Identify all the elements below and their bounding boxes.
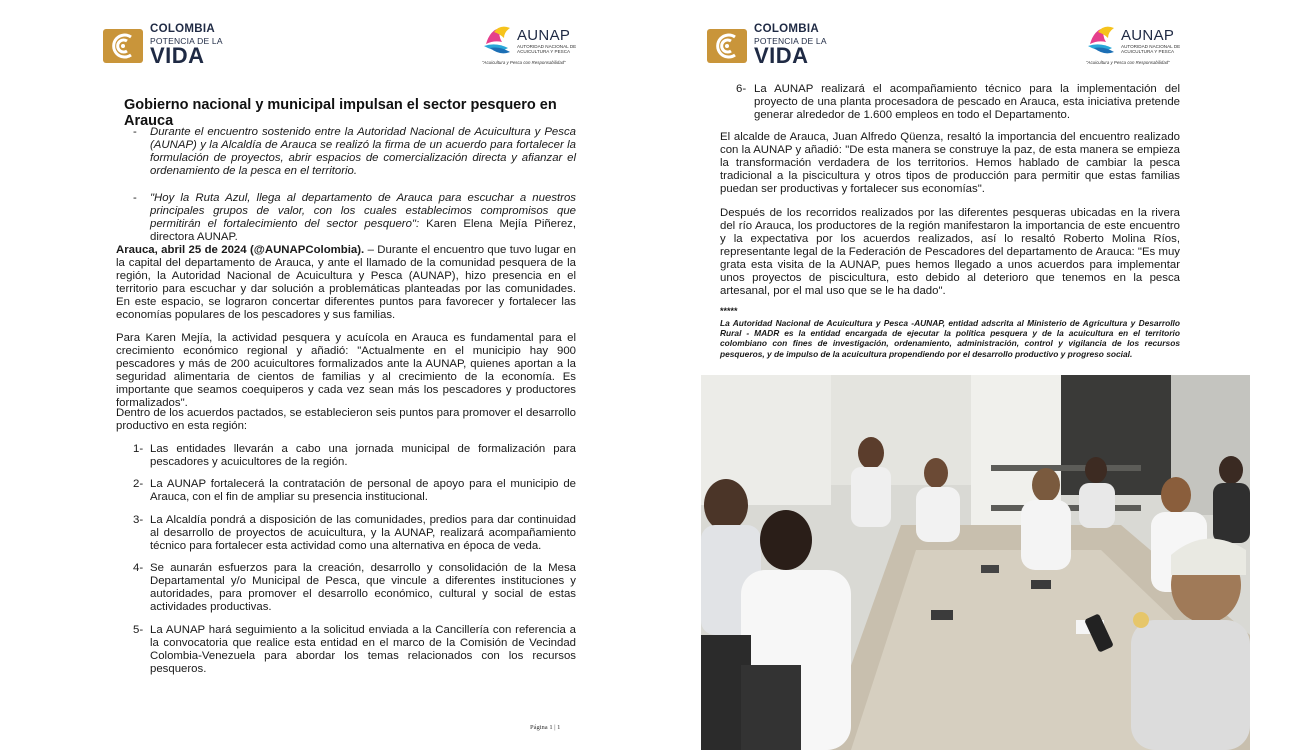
bullet-item [150, 192, 576, 244]
point-number: 3- [133, 514, 144, 526]
page-title: Gobierno nacional y municipal impulsan el sector pesquero en Arauca [124, 97, 557, 129]
point-text: La AUNAP fortalecerá la contratación de personal de apoyo para el municipio de Arauca, con el fin de ampliar su presencia institucional. [150, 478, 576, 503]
logo-text-potencia: POTENCIA DE LA [150, 35, 223, 46]
point-text: Las entidades llevarán a cabo una jornada municipal de formalización para pescadores y acuicultores de la región. [150, 443, 576, 468]
aunap-fish-logo-icon [480, 22, 516, 58]
aunap-fish-logo-icon [1084, 22, 1120, 58]
paragraph-3: Dentro de los acuerdos pactados, se establecieron seis puntos para promover el desarrollo productivo en esta región: [116, 407, 576, 432]
logo-text-potencia: POTENCIA DE LA [754, 35, 827, 46]
paragraph-2: Para Karen Mejía, la actividad pesquera y acuícola en Arauca es fundamental para el crecimiento económico regional y añadió: "Actualmente en el municipio hay 900 pescadores y más de 200 acuicultores formalizados ante la AUNAP, quienes aportan a la seguridad alimentaria de cientos de familias y al crecimiento de la economía. Es importante que seamos coequiperos y cada vez sean más los pescadores y productores formalizados". [116, 332, 576, 409]
point-number: 5- [133, 624, 144, 636]
point-number: 4- [133, 562, 144, 574]
point-text: La AUNAP realizará el acompañamiento técnico para la implementación del proyecto de una planta procesadora de pescado en Arauca, esta iniciativa pretende generar alrededor de 1.600 empleos en todo el Departamento. [754, 83, 1180, 121]
point-text: La Alcaldía pondrá a disposición de las comunidades, predios para dar continuidad al desarrollo de proyectos de acuicultura, y la AUNAP, realizará acompañamiento técnico para fortalecer esta actividad como una alternativa en época de veda. [150, 514, 576, 552]
logo-text-vida: VIDA [754, 43, 809, 68]
colombia-potencia-logo-icon [707, 27, 747, 65]
paragraph-mayor-quote: El alcalde de Arauca, Juan Alfredo Qüenza, resaltó la importancia del encuentro realizado con la AUNAP y añadió: "De esta manera se construye la paz, de esta manera se empieza la transformación verdadera de los territorios. Hemos hablado de cambiar la pesca tradicional a la piscicultura y otros tipos de producción para permitir que estas familias puedan ser productivas y fortalecer sus economías". [720, 131, 1180, 195]
colombia-potencia-logo-icon [103, 27, 143, 65]
point-number: 2- [133, 478, 144, 490]
about-aunap-note: La Autoridad Nacional de Acuicultura y Pesca -AUNAP, entidad adscrita al Ministerio de Agricultura y Desarrollo Rural - MADR es la entidad encargada de ejecutar la política pesquera y de la acuicultura en el territorio colombiano con fines de investigación, ordenamiento, administración, control y vigilancia de los recursos pesqueros, y de impulso de la acuicultura propendiendo por el desarrollo productivo y progreso social. [720, 318, 1180, 359]
colombia-potencia-logo [103, 24, 223, 67]
aunap-logo [480, 22, 580, 70]
intro-text: – Durante el encuentro que tuvo lugar en la capital del departamento de Arauca, y ante el llamado de la comunidad pesquera de la región, la Autoridad Nacional de Acuicultura y Pesca (AUNAP), hizo presencia en el territorio para escuchar y dar solución a problemáticas planteadas por las comunidades. En este espacio, se lograron concertar diferentes puntos para favorecer y fortalecer las economías populares de los pescadores y sus familias. [116, 244, 576, 321]
bullet-marker: - [133, 126, 137, 138]
aunap-logo-tagline: "Acuicultura y Pesca con Responsabilidad" [482, 60, 566, 65]
aunap-logo-name: AUNAP [517, 27, 571, 44]
logo-text-vida: VIDA [150, 43, 205, 68]
aunap-logo-subtitle: AUTORIDAD NACIONAL DE ACUICULTURA Y PESCA [1121, 44, 1181, 55]
separator-stars: ***** [720, 306, 738, 316]
meeting-photo [701, 375, 1250, 750]
logo-text-colombia: COLOMBIA [150, 23, 216, 35]
dateline: Arauca, abril 25 de 2024 (@AUNAPColombia). [116, 244, 365, 256]
bullet-italic-text: "Hoy la Ruta Azul, llega al departamento de Arauca para escuchar a nuestros principales grupos de valor, con los cuales establecimos compromisos que permitirán el fortalecimiento del sector pesquero": [150, 192, 576, 230]
point-number: 6- [736, 83, 747, 95]
bullet-italic-text: Durante el encuentro sostenido entre la Autoridad Nacional de Acuicultura y Pesca (AUNAP) y la Alcaldía de Arauca se realizó la firma de un acuerdo para fortalecer la formulación de proyectos, abrir espacios de comercialización directa y afianzar el ordenamiento de la pesca en el territorio. [150, 126, 576, 177]
point-text: La AUNAP hará seguimiento a la solicitud enviada a la Cancillería con referencia a la convocatoria que realice esta entidad en el marco de la Comisión de Vecindad Colombia-Venezuela para abordar los temas relacionados con los recursos pesqueros. [150, 624, 576, 675]
intro-paragraph [116, 244, 576, 322]
bullet-marker: - [133, 192, 137, 204]
aunap-logo-name: AUNAP [1121, 27, 1175, 44]
point-number: 1- [133, 443, 144, 455]
point-text: Se aunarán esfuerzos para la creación, desarrollo y consolidación de la Mesa Departamental y/o Municipal de Pesca, que vincule a diferentes instituciones y autoridades, para promover el desarrollo económico, cultural y social de estas actividades productivas. [150, 562, 576, 613]
aunap-logo-tagline: "Acuicultura y Pesca con Responsabilidad" [1086, 60, 1170, 65]
aunap-logo [1084, 22, 1184, 70]
logo-text-colombia: COLOMBIA [754, 23, 820, 35]
aunap-logo-subtitle: AUTORIDAD NACIONAL DE ACUICULTURA Y PESCA [517, 44, 577, 55]
page-number: Página 1 | 1 [530, 724, 561, 731]
colombia-potencia-logo [707, 24, 827, 67]
paragraph-federation-quote: Después de los recorridos realizados por las diferentes pesqueras ubicadas en la rivera del río Arauca, los productores de la región manifestaron la importancia de este encuentro y la expectativa por los acuerdos realizados, así lo resaltó Roberto Molina Ríos, representante legal de la Federación de Pescadores del departamento de Arauca: "Es muy grata esta visita de la AUNAP, pues hemos llegado a unos acuerdos para implementar unos proyectos de piscicultura, esto debido al deterioro que tenemos en la pesca artesanal, por el mal uso que se le ha dado". [720, 207, 1180, 297]
bullet-plain-text: Karen Elena Mejía Piñerez, directora AUNAP. [150, 218, 577, 243]
bullet-item [150, 126, 576, 178]
